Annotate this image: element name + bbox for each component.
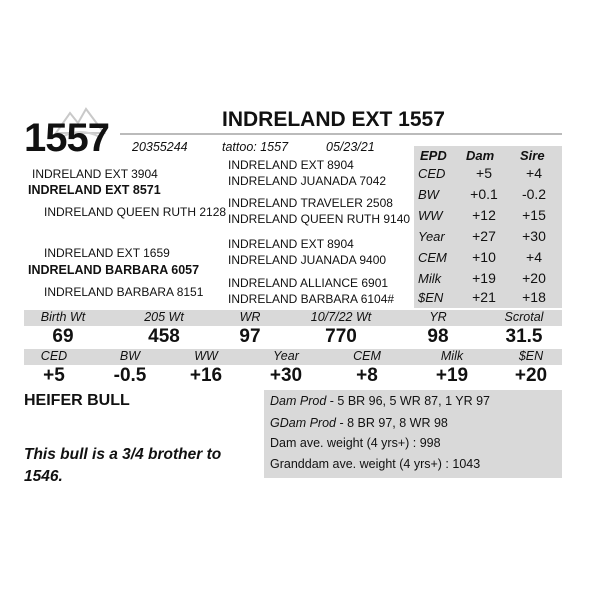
- calf-epd-label: CED: [40, 349, 68, 363]
- performance-label-row: [24, 310, 562, 326]
- epd-dam-value: +12: [472, 207, 496, 223]
- calf-epd-label: CEM: [353, 349, 381, 363]
- calf-epd-label: WW: [194, 349, 218, 363]
- perf-value: 770: [325, 326, 357, 347]
- pedigree-sire-sire: INDRELAND EXT 3904: [32, 167, 158, 181]
- pedigree-dam-sire-sire: INDRELAND EXT 8904: [228, 237, 354, 251]
- perf-label: 10/7/22 Wt: [310, 310, 372, 324]
- epd-sire-value: -0.2: [521, 186, 547, 202]
- performance-table: [24, 310, 562, 386]
- pedigree-sire: INDRELAND EXT 8571: [28, 183, 161, 197]
- epd-row-label: Milk: [418, 271, 442, 286]
- calf-epd-label: Year: [273, 349, 299, 363]
- epd-header-dam: Dam: [466, 148, 495, 163]
- perf-label: YR: [429, 310, 447, 324]
- calf-epd-value: +19: [435, 365, 469, 386]
- epd-dam-value: +0.1: [470, 186, 498, 202]
- epd-sire-value: +15: [522, 207, 546, 223]
- epd-header-label: EPD: [420, 148, 447, 163]
- perf-label: Scrotal: [504, 310, 544, 324]
- title-divider: [120, 133, 562, 135]
- calf-epd-value: +30: [269, 365, 303, 386]
- gdam-prod-value: - 8 BR 97, 8 WR 98: [336, 416, 448, 430]
- epd-row-label: CEM: [418, 250, 447, 265]
- calf-epd-value: +16: [189, 365, 223, 386]
- dam-prod-line: [270, 394, 490, 408]
- calf-epd-value: -0.5: [113, 365, 147, 386]
- lot-note: This bull is a 3/4 brother to 1546.: [24, 446, 222, 485]
- pedigree-sire-sire-dam: INDRELAND JUANADA 7042: [228, 174, 387, 188]
- pedigree-dam-dam: INDRELAND BARBARA 8151: [44, 285, 204, 299]
- calf-epd-label: Milk: [440, 349, 464, 363]
- perf-value: 31.5: [505, 326, 543, 347]
- perf-label: 205 Wt: [144, 310, 184, 324]
- epd-row-label: $EN: [418, 290, 444, 305]
- calf-epd-label-row: [24, 349, 562, 365]
- perf-value: 97: [239, 326, 261, 347]
- epd-sire-value: +4: [526, 165, 542, 181]
- gdam-prod-label: GDam Prod: [270, 416, 336, 430]
- epd-row-label: CED: [418, 166, 446, 181]
- epd-sire-value: +20: [522, 270, 546, 286]
- perf-value: 458: [148, 326, 180, 347]
- birth-date: 05/23/21: [326, 140, 375, 154]
- lot-number: 1557: [24, 116, 109, 160]
- epd-row-label: Year: [418, 229, 445, 244]
- perf-label: WR: [239, 310, 261, 324]
- pedigree-dam: INDRELAND BARBARA 6057: [28, 263, 200, 277]
- dam-weight: Dam ave. weight (4 yrs+) : 998: [270, 436, 441, 450]
- epd-row-label: BW: [418, 187, 439, 202]
- calf-epd-value: +8: [356, 365, 378, 386]
- dam-prod-label: Dam Prod: [270, 394, 327, 408]
- epd-header-sire: Sire: [520, 148, 545, 163]
- epd-dam-value: +19: [472, 270, 496, 286]
- pedigree-dam-dam-dam: INDRELAND BARBARA 6104#: [228, 292, 395, 306]
- epd-table: [414, 146, 562, 308]
- pedigree-dam-sire-dam: INDRELAND JUANADA 9400: [228, 253, 387, 267]
- perf-label: Birth Wt: [40, 310, 86, 324]
- tattoo: tattoo: 1557: [222, 140, 289, 154]
- calf-epd-label: BW: [119, 349, 141, 363]
- calf-epd-label: $EN: [518, 349, 544, 363]
- animal-category: HEIFER BULL: [24, 392, 130, 409]
- epd-row-label: WW: [418, 208, 443, 223]
- perf-value: 69: [52, 326, 74, 347]
- registration-number: 20355244: [132, 140, 188, 154]
- epd-dam-value: +21: [472, 289, 496, 305]
- calf-epd-value: +20: [514, 365, 548, 386]
- epd-sire-value: +18: [522, 289, 546, 305]
- epd-sire-value: +30: [522, 228, 546, 244]
- pedigree-dam-dam-sire: INDRELAND ALLIANCE 6901: [228, 276, 389, 290]
- dam-prod-value: - 5 BR 96, 5 WR 87, 1 YR 97: [326, 394, 491, 408]
- epd-sire-value: +4: [526, 249, 542, 265]
- epd-dam-value: +5: [476, 165, 492, 181]
- calf-epd-value: +5: [43, 365, 65, 386]
- epd-dam-value: +27: [472, 228, 496, 244]
- granddam-weight: Granddam ave. weight (4 yrs+) : 1043: [270, 457, 481, 471]
- perf-value: 98: [427, 326, 449, 347]
- gdam-prod-line: [270, 416, 448, 430]
- epd-dam-value: +10: [472, 249, 496, 265]
- animal-name: INDRELAND EXT 1557: [222, 108, 445, 131]
- pedigree-dam-sire: INDRELAND EXT 1659: [44, 246, 170, 260]
- pedigree-sire-dam: INDRELAND QUEEN RUTH 2128: [44, 205, 227, 219]
- pedigree-sire-sire-sire: INDRELAND EXT 8904: [228, 158, 354, 172]
- pedigree-sire-dam-sire: INDRELAND TRAVELER 2508: [228, 196, 393, 210]
- dam-production-box: [264, 390, 562, 478]
- pedigree-sire-dam-dam: INDRELAND QUEEN RUTH 9140: [228, 212, 411, 226]
